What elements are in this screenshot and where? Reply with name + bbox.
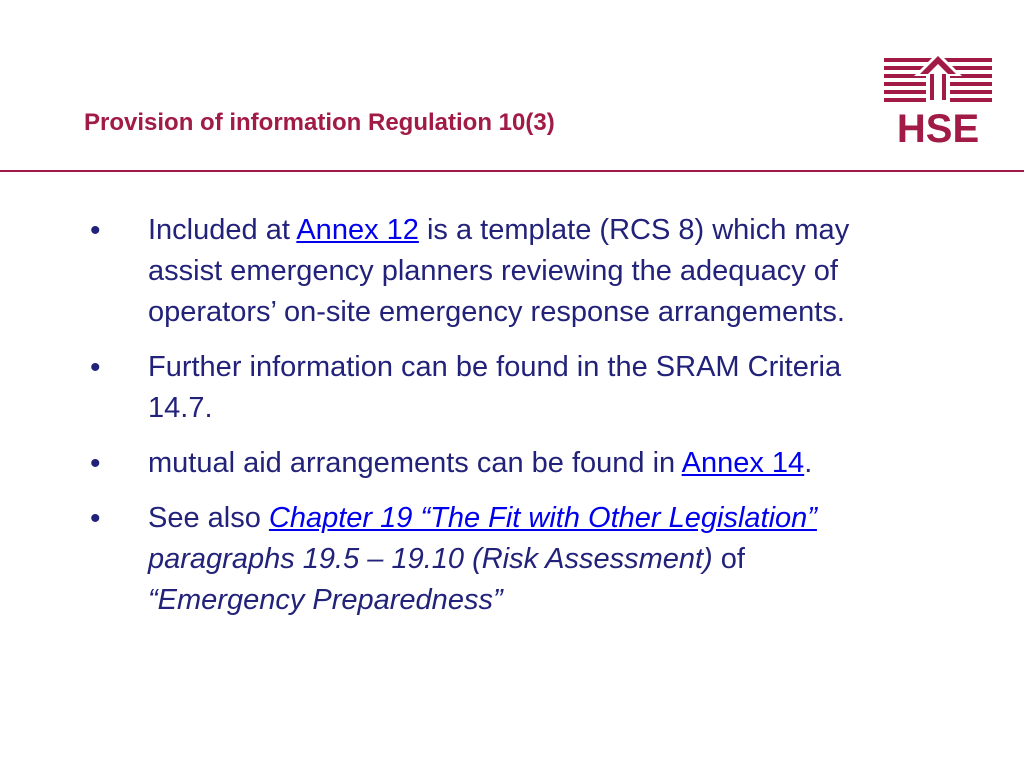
hse-logo (884, 50, 992, 146)
list-item (90, 347, 870, 429)
bullet-icon: • (90, 214, 101, 247)
list-item (90, 210, 870, 333)
bullet-text: paragraphs 19.5 – 19.10 (Risk Assessment) (148, 543, 713, 575)
list-item (90, 443, 870, 484)
bullet-icon: • (90, 447, 101, 480)
bullet-icon: • (90, 502, 101, 535)
bullet-text: Further information can be found in the SRAM Criteria 14.7. (148, 351, 842, 424)
bullet-text: . (804, 447, 813, 479)
bullet-text: Included at (148, 214, 297, 246)
bullet-text: mutual aid arrangements can be found in (148, 447, 682, 479)
bullet-text: See also (148, 502, 269, 534)
chapter-19-link[interactable]: Chapter 19 “The Fit with Other Legislation” (268, 502, 817, 534)
bullet-icon: • (90, 351, 101, 384)
annex-14-link[interactable]: Annex 14 (681, 447, 805, 479)
bullet-text: of (712, 543, 745, 575)
list-item (90, 498, 870, 621)
hse-logo-text: HSE (896, 107, 980, 146)
bullet-text: is a template (RCS 8) which may assist emergency planners reviewing the adequacy of operators’ on-site emergency response arrangements. (148, 214, 850, 328)
hse-house-arrow-icon (884, 52, 992, 102)
bullet-text: “Emergency Preparedness” (148, 584, 503, 616)
slide-title: Provision of information Regulation 10(3) (84, 109, 555, 136)
bullet-list (90, 210, 870, 635)
title-divider (0, 170, 1024, 172)
annex-12-link[interactable]: Annex 12 (296, 214, 419, 246)
